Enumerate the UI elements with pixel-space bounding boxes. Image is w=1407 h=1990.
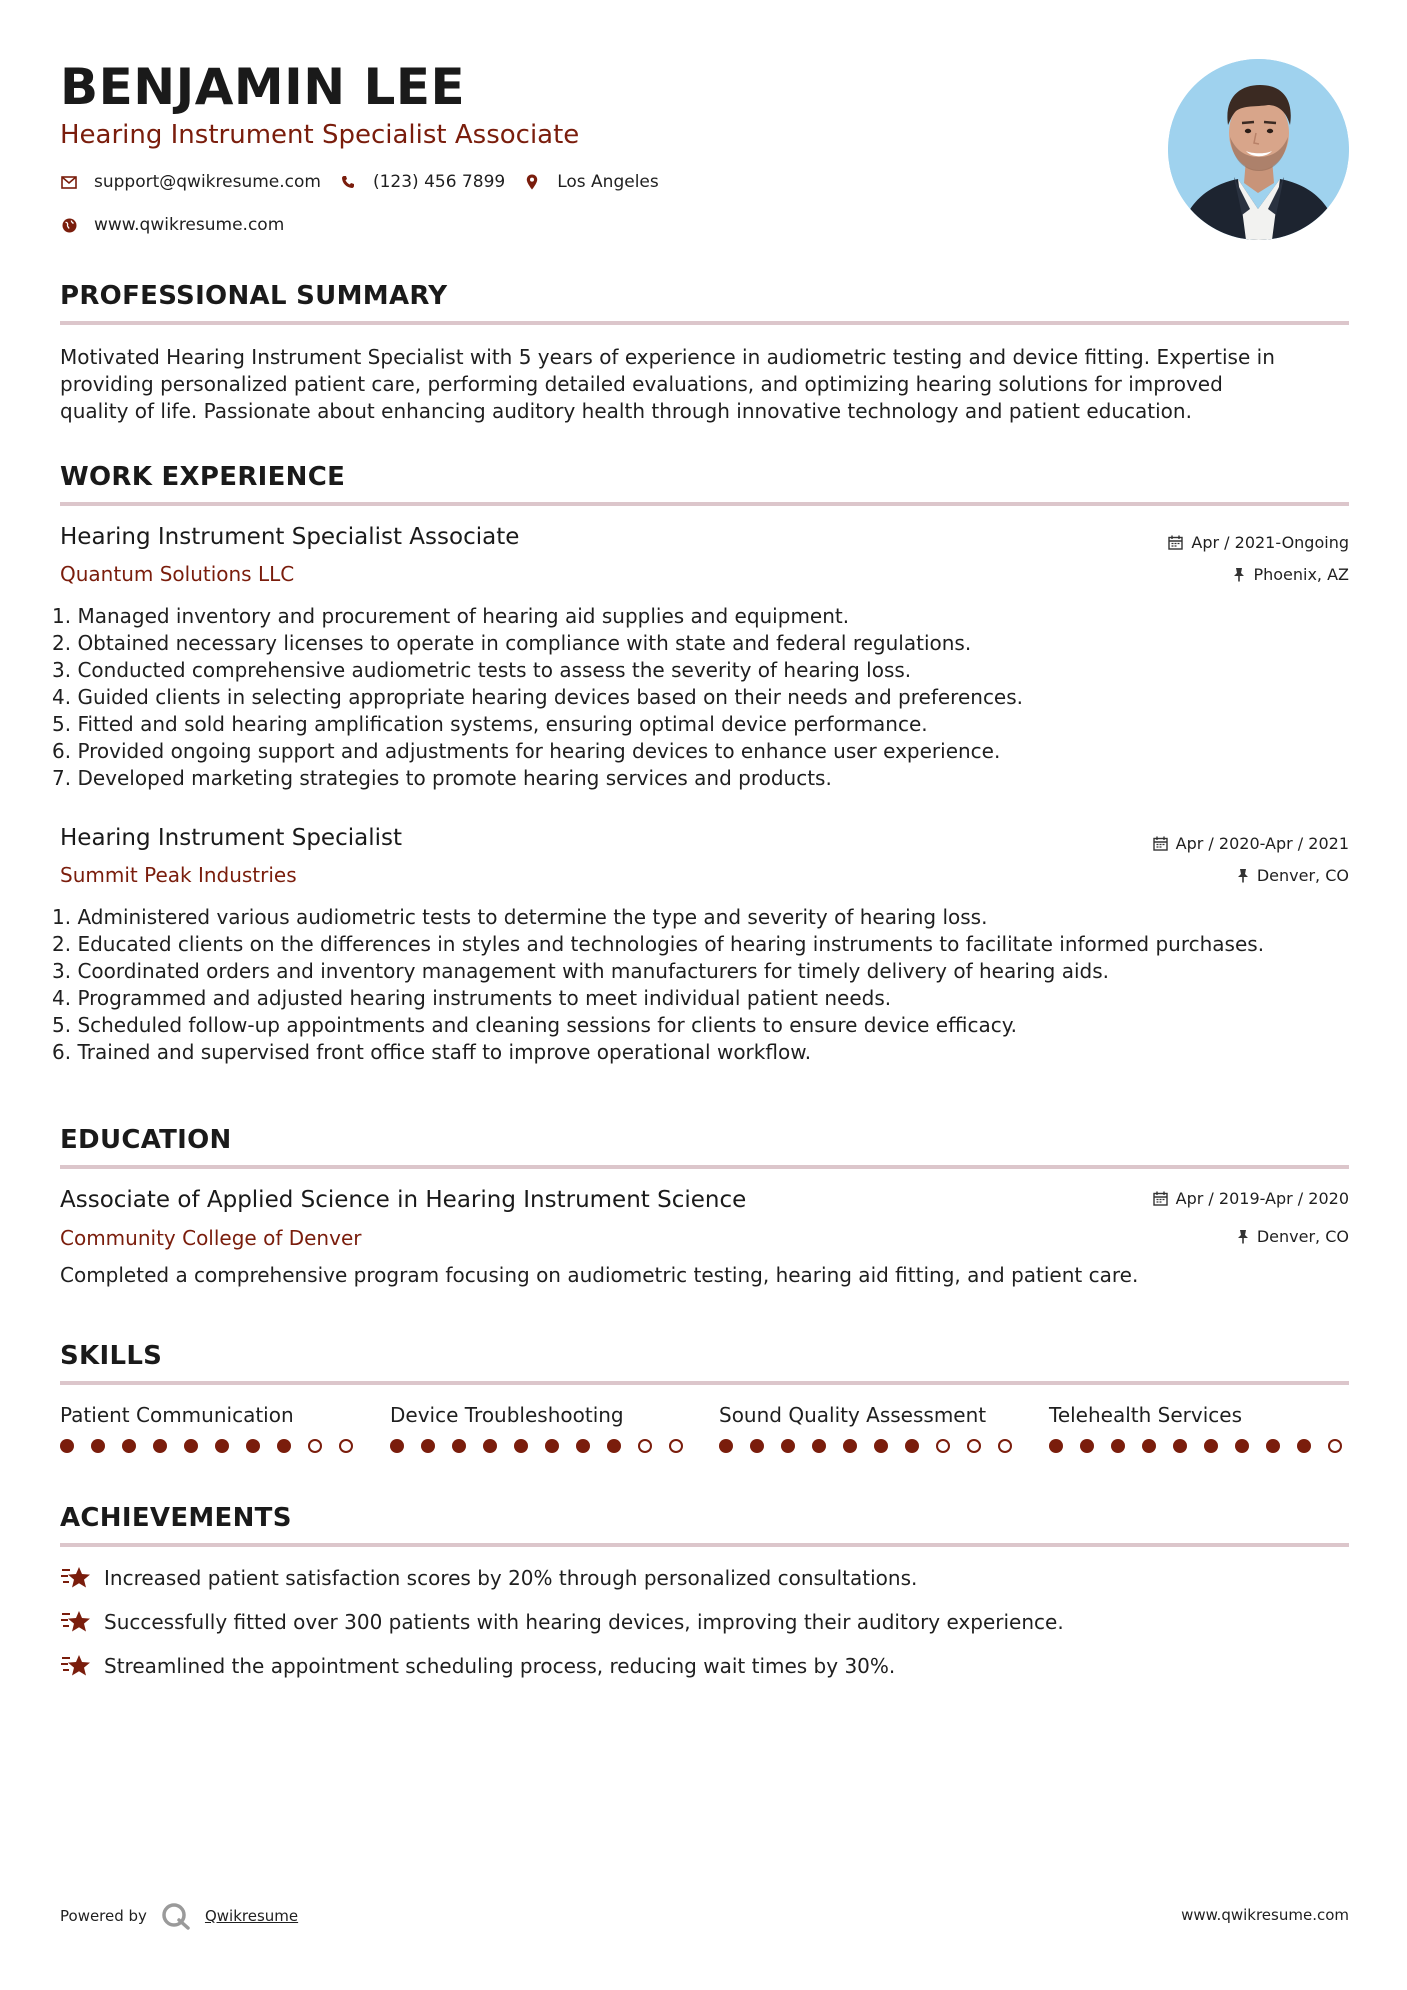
skill-dot-filled <box>1204 1439 1218 1453</box>
skill-rating <box>1049 1439 1359 1453</box>
skill-dot-filled <box>184 1439 198 1453</box>
star-award-icon <box>60 1609 92 1635</box>
school-name: Community College of Denver <box>60 1226 362 1250</box>
skill-rating <box>60 1439 370 1453</box>
skill-dot-empty <box>998 1439 1012 1453</box>
job-location <box>1233 565 1349 584</box>
list-item: 6. Trained and supervised front office staff to improve operational workflow. <box>52 1040 812 1064</box>
pushpin-icon <box>1237 1229 1249 1244</box>
skill-dot-filled <box>421 1439 435 1453</box>
section-divider <box>60 1543 1349 1547</box>
skill-dot-filled <box>1080 1439 1094 1453</box>
footer-powered-by <box>60 1902 298 1930</box>
skill-rating <box>390 1439 700 1453</box>
candidate-name: BENJAMIN LEE <box>60 58 466 116</box>
skill-dot-filled <box>277 1439 291 1453</box>
section-divider <box>60 321 1349 325</box>
job-dates-text: Apr / 2020-Apr / 2021 <box>1175 834 1349 853</box>
website-row <box>60 215 302 235</box>
list-item: 1. Administered various audiometric tests to determine the type and severity of hearing loss. <box>52 905 988 929</box>
skill-dot-filled <box>719 1439 733 1453</box>
list-item: 4. Programmed and adjusted hearing instruments to meet individual patient needs. <box>52 986 892 1010</box>
job-location-text: Denver, CO <box>1256 866 1349 885</box>
skill-name: Sound Quality Assessment <box>719 1403 987 1427</box>
education-location-text: Denver, CO <box>1256 1227 1349 1246</box>
skill-dot-empty <box>936 1439 950 1453</box>
contact-row <box>60 172 677 192</box>
skill-dot-filled <box>607 1439 621 1453</box>
list-item: 2. Obtained necessary licenses to operate in compliance with state and federal regulations. <box>52 631 972 655</box>
job-dates <box>1153 834 1349 853</box>
job-location-text: Phoenix, AZ <box>1253 565 1349 584</box>
skill-dot-filled <box>1111 1439 1125 1453</box>
skill-dot-filled <box>1297 1439 1311 1453</box>
company-name: Summit Peak Industries <box>60 863 297 887</box>
skill-name: Patient Communication <box>60 1403 294 1427</box>
education-description: Completed a comprehensive program focusing on audiometric testing, hearing aid fitting, and patient care. <box>60 1263 1139 1287</box>
skill-dot-filled <box>576 1439 590 1453</box>
skill-dot-empty <box>638 1439 652 1453</box>
website-link[interactable]: www.qwikresume.com <box>94 215 285 235</box>
pushpin-icon <box>1233 567 1245 582</box>
skill-dot-filled <box>1266 1439 1280 1453</box>
skill-dot-filled <box>1235 1439 1249 1453</box>
skill-dot-filled <box>122 1439 136 1453</box>
phone-number: (123) 456 7899 <box>372 172 506 192</box>
achievement-text: Streamlined the appointment scheduling process, reducing wait times by 30%. <box>104 1654 896 1678</box>
degree-title: Associate of Applied Science in Hearing Instrument Science <box>60 1187 747 1213</box>
qwikresume-logo <box>161 1902 191 1930</box>
list-item: 3. Coordinated orders and inventory management with manufacturers for timely delivery of hearing aids. <box>52 959 1110 983</box>
education-dates <box>1153 1189 1349 1208</box>
job-title: Hearing Instrument Specialist Associate <box>60 524 520 550</box>
achievement-text: Successfully fitted over 300 patients with hearing devices, improving their auditory experience. <box>104 1610 1064 1634</box>
experience-heading: WORK EXPERIENCE <box>60 462 346 492</box>
skill-dot-filled <box>153 1439 167 1453</box>
calendar-icon <box>1168 535 1183 550</box>
skill-dot-filled <box>750 1439 764 1453</box>
calendar-icon <box>1153 1191 1168 1206</box>
skill-dot-filled <box>246 1439 260 1453</box>
skill-name: Device Troubleshooting <box>390 1403 624 1427</box>
email-link[interactable]: support@qwikresume.com <box>94 172 321 192</box>
summary-line: quality of life. Passionate about enhancing auditory health through innovative technology and patient education. <box>60 399 1192 423</box>
education-location <box>1237 1227 1349 1246</box>
summary-line: providing personalized patient care, performing detailed evaluations, and optimizing hearing solutions for improved <box>60 372 1223 396</box>
section-divider <box>60 1165 1349 1169</box>
skill-dot-empty <box>1328 1439 1342 1453</box>
profile-photo <box>1168 59 1349 240</box>
job-bullets <box>52 603 1352 792</box>
skill-dot-empty <box>967 1439 981 1453</box>
skill-dot-filled <box>545 1439 559 1453</box>
footer-url[interactable]: www.qwikresume.com <box>1181 1906 1349 1924</box>
skill-dot-filled <box>514 1439 528 1453</box>
job-dates <box>1168 533 1349 552</box>
phone-icon <box>339 173 357 191</box>
summary-text <box>60 344 1350 425</box>
list-item: 4. Guided clients in selecting appropriate hearing devices based on their needs and preferences. <box>52 685 1024 709</box>
envelope-icon <box>60 173 78 191</box>
star-award-icon <box>60 1653 92 1679</box>
skill-dot-filled <box>874 1439 888 1453</box>
list-item: 5. Fitted and sold hearing amplification systems, ensuring optimal device performance. <box>52 712 928 736</box>
summary-heading: PROFESSIONAL SUMMARY <box>60 281 448 311</box>
skill-dot-filled <box>905 1439 919 1453</box>
skill-dot-filled <box>843 1439 857 1453</box>
job-title: Hearing Instrument Specialist <box>60 825 402 851</box>
candidate-title: Hearing Instrument Specialist Associate <box>60 120 580 150</box>
list-item: 1. Managed inventory and procurement of hearing aid supplies and equipment. <box>52 604 850 628</box>
job-dates-text: Apr / 2021-Ongoing <box>1191 533 1349 552</box>
powered-by-label: Powered by <box>60 1907 147 1925</box>
section-divider <box>60 1381 1349 1385</box>
achievement-text: Increased patient satisfaction scores by 20% through personalized consultations. <box>104 1566 918 1590</box>
skill-dot-filled <box>483 1439 497 1453</box>
skill-dot-filled <box>1049 1439 1063 1453</box>
skill-dot-filled <box>452 1439 466 1453</box>
pushpin-icon <box>1237 868 1249 883</box>
skill-dot-empty <box>669 1439 683 1453</box>
list-item: 2. Educated clients on the differences in styles and technologies of hearing instruments to facilitate informed purchases. <box>52 932 1265 956</box>
achievement-item <box>60 1565 917 1591</box>
location: Los Angeles <box>557 172 659 192</box>
skill-dot-filled <box>812 1439 826 1453</box>
skill-dot-filled <box>390 1439 404 1453</box>
achievement-item <box>60 1653 895 1679</box>
section-divider <box>60 502 1349 506</box>
skills-heading: SKILLS <box>60 1341 163 1371</box>
list-item: 3. Conducted comprehensive audiometric tests to assess the severity of hearing loss. <box>52 658 912 682</box>
list-item: 7. Developed marketing strategies to promote hearing services and products. <box>52 766 832 790</box>
job-location <box>1237 866 1349 885</box>
skill-dot-filled <box>1173 1439 1187 1453</box>
summary-line: Motivated Hearing Instrument Specialist with 5 years of experience in audiometric testing and device fitting. Expertise in <box>60 345 1275 369</box>
achievement-item <box>60 1609 1064 1635</box>
education-heading: EDUCATION <box>60 1125 232 1155</box>
skill-dot-empty <box>339 1439 353 1453</box>
skill-dot-empty <box>308 1439 322 1453</box>
skill-dot-filled <box>91 1439 105 1453</box>
skill-dot-filled <box>60 1439 74 1453</box>
calendar-icon <box>1153 836 1168 851</box>
education-dates-text: Apr / 2019-Apr / 2020 <box>1175 1189 1349 1208</box>
globe-icon <box>60 216 78 234</box>
achievements-heading: ACHIEVEMENTS <box>60 1503 292 1533</box>
star-award-icon <box>60 1565 92 1591</box>
list-item: 5. Scheduled follow-up appointments and cleaning sessions for clients to ensure device efficacy. <box>52 1013 1018 1037</box>
skill-name: Telehealth Services <box>1049 1403 1242 1427</box>
map-pin-icon <box>523 173 541 191</box>
skill-dot-filled <box>215 1439 229 1453</box>
list-item: 6. Provided ongoing support and adjustments for hearing devices to enhance user experience. <box>52 739 1001 763</box>
skill-dot-filled <box>1142 1439 1156 1453</box>
job-bullets <box>52 904 1352 1066</box>
skill-dot-filled <box>781 1439 795 1453</box>
skill-rating <box>719 1439 1029 1453</box>
company-name: Quantum Solutions LLC <box>60 562 295 586</box>
qwikresume-link[interactable]: Qwikresume <box>204 1907 299 1925</box>
